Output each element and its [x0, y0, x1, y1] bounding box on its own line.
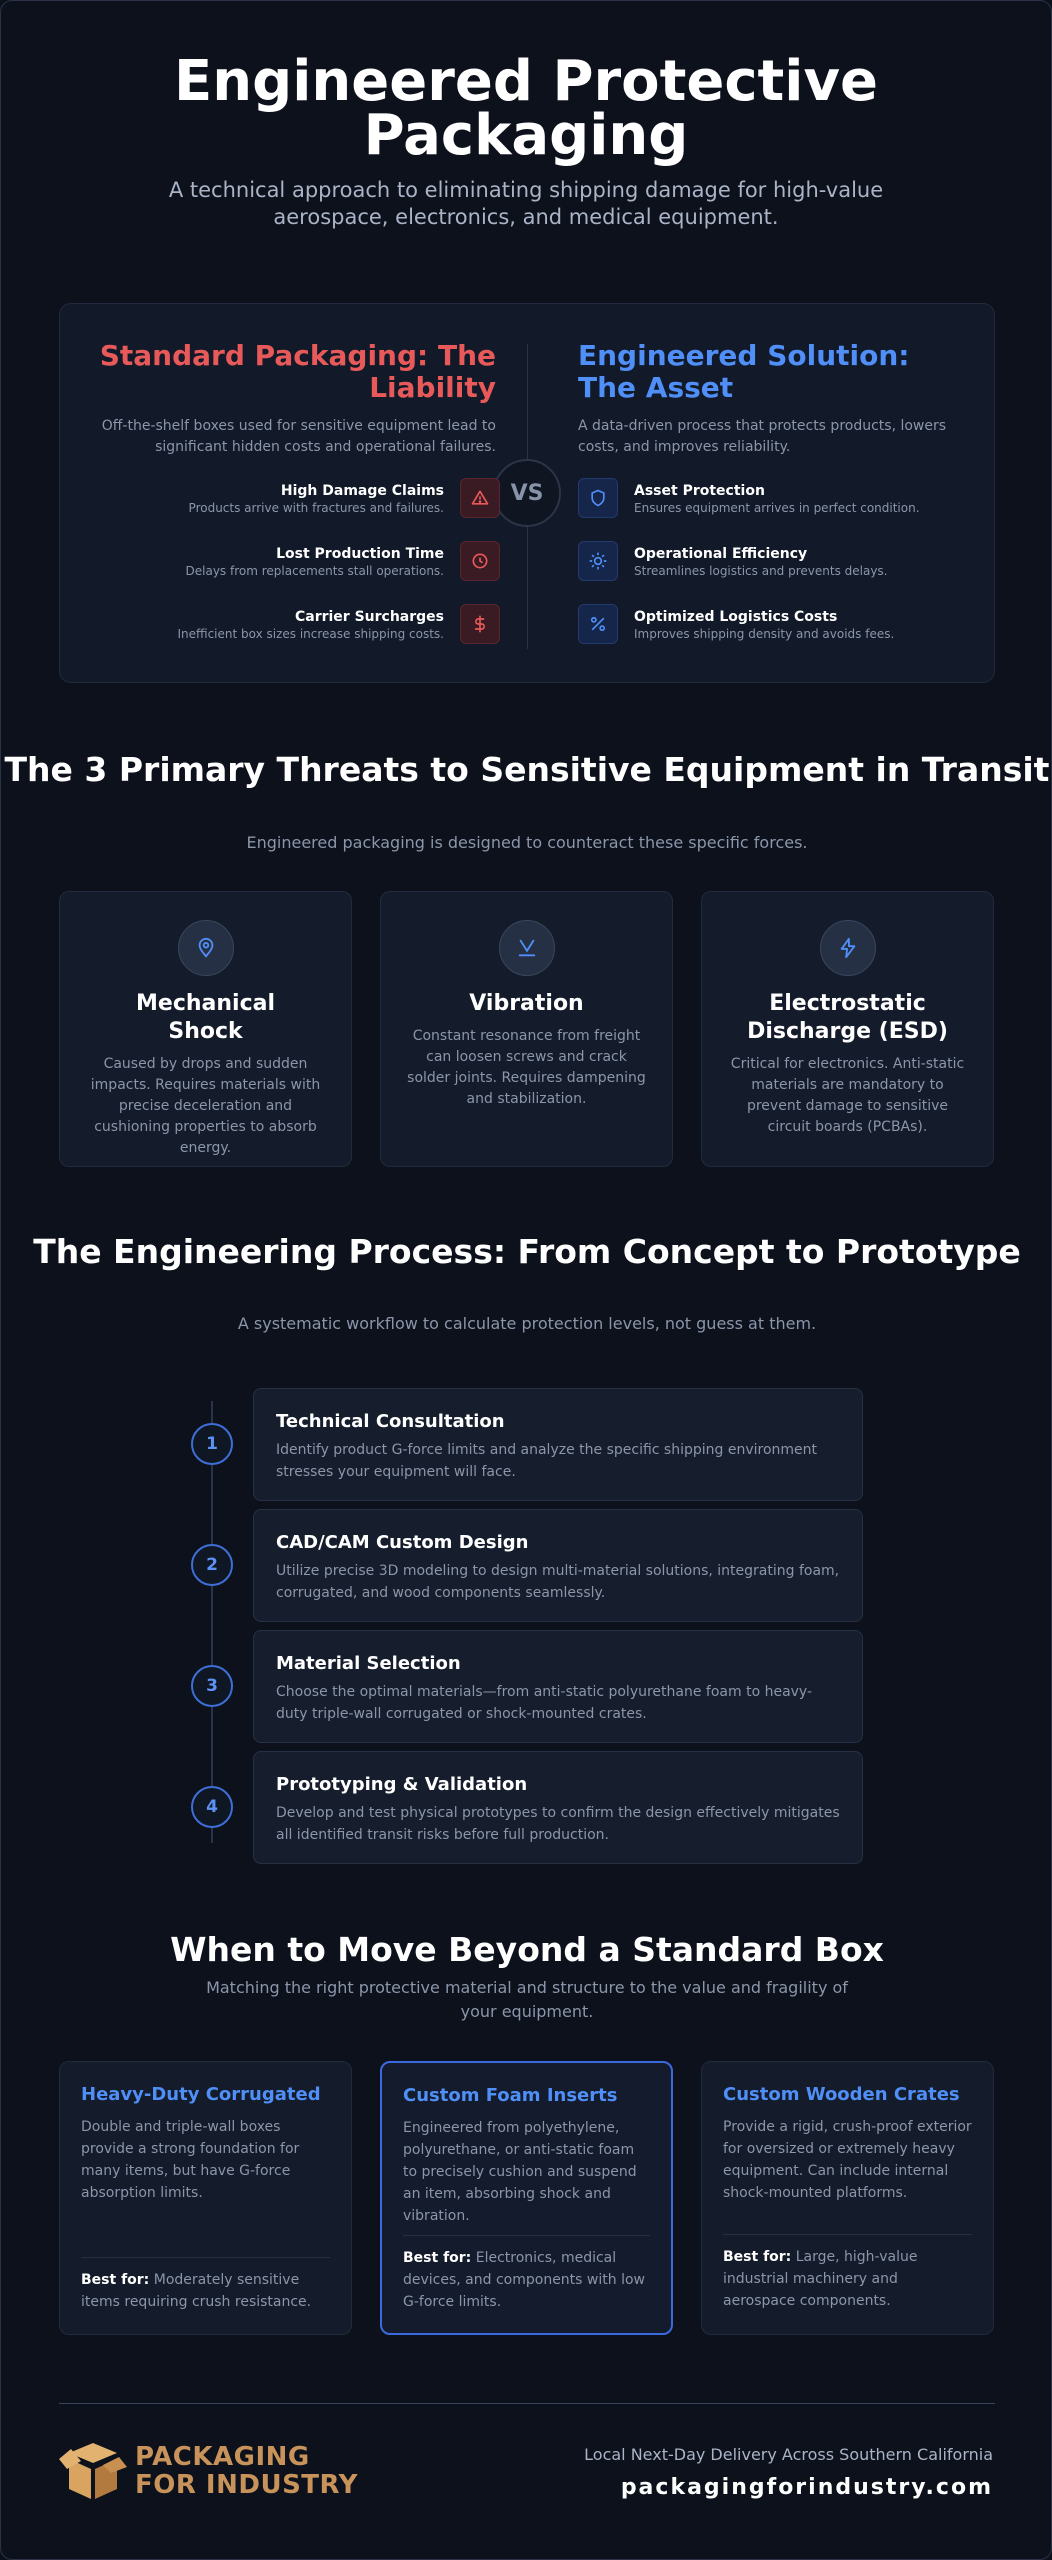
step-title: Prototyping & Validation: [276, 1774, 528, 1795]
threat-title: Mechanical Shock: [136, 991, 275, 1044]
best-for-label: Best for:: [723, 2249, 792, 2265]
threat-card-shock: [59, 891, 352, 1167]
process-title: The Engineering Process: From Concept to Prototype: [33, 1232, 1021, 1271]
material-card-corrugated: [59, 2061, 352, 2335]
threats-subtitle: Engineered packaging is designed to counteract these specific forces.: [246, 833, 808, 852]
asset-item-desc: Improves shipping density and avoids fees.: [634, 627, 895, 641]
process-timeline: [211, 1401, 213, 1843]
step-desc: Identify product G-force limits and analyze the specific shipping environment stresses your equipment will face.: [276, 1442, 818, 1480]
step-number: 4: [191, 1786, 233, 1828]
page-subtitle: A technical approach to eliminating shipping damage for high-value aerospace, electronics, and medical equipment.: [168, 178, 884, 229]
liability-title: Standard Packaging: The Liability: [99, 339, 496, 404]
material-best-for: [723, 2246, 972, 2312]
liability-column: [96, 340, 496, 458]
threat-desc: Caused by drops and sudden impacts. Requires materials with precise deceleration and cushioning properties to absorb energy.: [90, 1056, 321, 1156]
material-best-for: [81, 2269, 330, 2313]
best-for-text: Large, high-value industrial machinery and aerospace components.: [723, 2249, 918, 2309]
threat-card-vibration: [380, 891, 673, 1167]
vibration-icon: [499, 920, 555, 976]
best-for-label: Best for:: [81, 2272, 150, 2288]
hero: [1, 1, 1051, 231]
liability-item-title: Carrier Surcharges: [294, 609, 444, 625]
dollar-icon: [460, 604, 500, 644]
asset-column: [578, 340, 968, 458]
step-card-consultation: [253, 1388, 863, 1501]
lightning-icon: [820, 920, 876, 976]
vs-badge: VS: [493, 459, 561, 527]
page-title: Engineered Protective Packaging: [174, 49, 878, 168]
liability-item-desc: Products arrive with fractures and failures.: [188, 501, 444, 515]
company-logo: [59, 2439, 359, 2503]
asset-item-title: Operational Efficiency: [634, 546, 808, 562]
divider: [403, 2235, 650, 2236]
liability-item-desc: Delays from replacements stall operations.: [185, 564, 444, 578]
material-title: Custom Foam Inserts: [403, 2085, 618, 2106]
step-desc: Develop and test physical prototypes to confirm the design effectively mitigates all identified transit risks before full production.: [276, 1805, 840, 1843]
clock-icon: [460, 541, 500, 581]
asset-item-title: Optimized Logistics Costs: [634, 609, 838, 625]
comparison-panel: [59, 303, 995, 683]
percent-icon: [578, 604, 618, 644]
threat-desc: Constant resonance from freight can loosen screws and crack solder joints. Requires dampening and stabilization.: [407, 1028, 646, 1107]
step-card-prototyping: [253, 1751, 863, 1864]
asset-description: A data-driven process that protects products, lowers costs, and improves reliability.: [578, 418, 947, 455]
asset-item-desc: Streamlines logistics and prevents delays.: [634, 564, 888, 578]
threat-title: Electrostatic Discharge (ESD): [747, 991, 948, 1044]
material-card-crates: [701, 2061, 994, 2335]
footer-contact: [584, 2445, 993, 2500]
location-pin-icon: [178, 920, 234, 976]
step-card-material: [253, 1630, 863, 1743]
threat-title: Vibration: [469, 991, 584, 1016]
logo-line-2: FOR INDUSTRY: [135, 2470, 358, 2500]
divider: [81, 2257, 330, 2258]
threats-title: The 3 Primary Threats to Sensitive Equipment in Transit: [4, 750, 1050, 789]
step-card-design: [253, 1509, 863, 1622]
asset-item-desc: Ensures equipment arrives in perfect condition.: [634, 501, 920, 515]
best-for-label: Best for:: [403, 2250, 472, 2266]
liability-item-title: Lost Production Time: [276, 546, 444, 562]
liability-item-surcharges: [100, 602, 500, 646]
material-desc: Provide a rigid, crush-proof exterior for oversized or extremely heavy equipment. Can include internal shock-mounted platforms.: [723, 2119, 972, 2201]
box-logo-icon: [59, 2439, 127, 2501]
asset-item-logistics: [578, 602, 978, 646]
asset-title: Engineered Solution: The Asset: [578, 339, 910, 404]
material-title: Custom Wooden Crates: [723, 2084, 960, 2105]
process-subtitle: A systematic workflow to calculate protection levels, not guess at them.: [237, 1314, 817, 1333]
liability-item-damage-claims: [100, 476, 500, 520]
liability-item-production-time: [100, 539, 500, 583]
material-desc: Engineered from polyethylene, polyurethane, or anti-static foam to precisely cushion and suspend an item, absorbing shock and vibration.: [403, 2120, 637, 2224]
threat-card-esd: [701, 891, 994, 1167]
step-number: 3: [191, 1665, 233, 1707]
step-title: CAD/CAM Custom Design: [276, 1532, 529, 1553]
best-for-text: Moderately sensitive items requiring crush resistance.: [81, 2272, 312, 2310]
material-desc: Double and triple-wall boxes provide a strong foundation for many items, but have G-force absorption limits.: [81, 2119, 300, 2201]
threat-desc: Critical for electronics. Anti-static materials are mandatory to prevent damage to sensitive circuit boards (PCBAs).: [730, 1056, 965, 1135]
step-number: 1: [191, 1423, 233, 1465]
footer-divider: [59, 2403, 995, 2404]
logo-line-1: PACKAGING: [135, 2442, 310, 2472]
shield-icon: [578, 478, 618, 518]
warning-icon: [460, 478, 500, 518]
material-best-for: [403, 2247, 650, 2313]
liability-item-desc: Inefficient box sizes increase shipping costs.: [177, 627, 444, 641]
asset-item-protection: [578, 476, 978, 520]
step-desc: Utilize precise 3D modeling to design multi-material solutions, integrating foam, corrugated, and wood components seamlessly.: [276, 1563, 840, 1601]
divider: [723, 2234, 972, 2235]
asset-item-title: Asset Protection: [634, 483, 765, 499]
gear-icon: [578, 541, 618, 581]
materials-subtitle: Matching the right protective material and structure to the value and fragility of your equipment.: [206, 1978, 848, 2021]
liability-item-title: High Damage Claims: [280, 483, 444, 499]
asset-item-efficiency: [578, 539, 978, 583]
footer-website-link[interactable]: packagingforindustry.com: [620, 2475, 993, 2500]
best-for-text: Electronics, medical devices, and components with low G-force limits.: [403, 2250, 645, 2310]
liability-description: Off-the-shelf boxes used for sensitive equipment lead to significant hidden costs and operational failures.: [101, 418, 496, 455]
step-desc: Choose the optimal materials—from anti-static polyurethane foam to heavy-duty triple-wall corrugated or shock-mounted crates.: [276, 1684, 813, 1722]
material-title: Heavy-Duty Corrugated: [81, 2084, 321, 2105]
materials-title: When to Move Beyond a Standard Box: [170, 1930, 884, 1969]
footer-tagline: Local Next-Day Delivery Across Southern California: [584, 2445, 993, 2464]
step-title: Material Selection: [276, 1653, 461, 1674]
step-title: Technical Consultation: [276, 1411, 505, 1432]
material-card-foam: [380, 2061, 673, 2335]
step-number: 2: [191, 1544, 233, 1586]
